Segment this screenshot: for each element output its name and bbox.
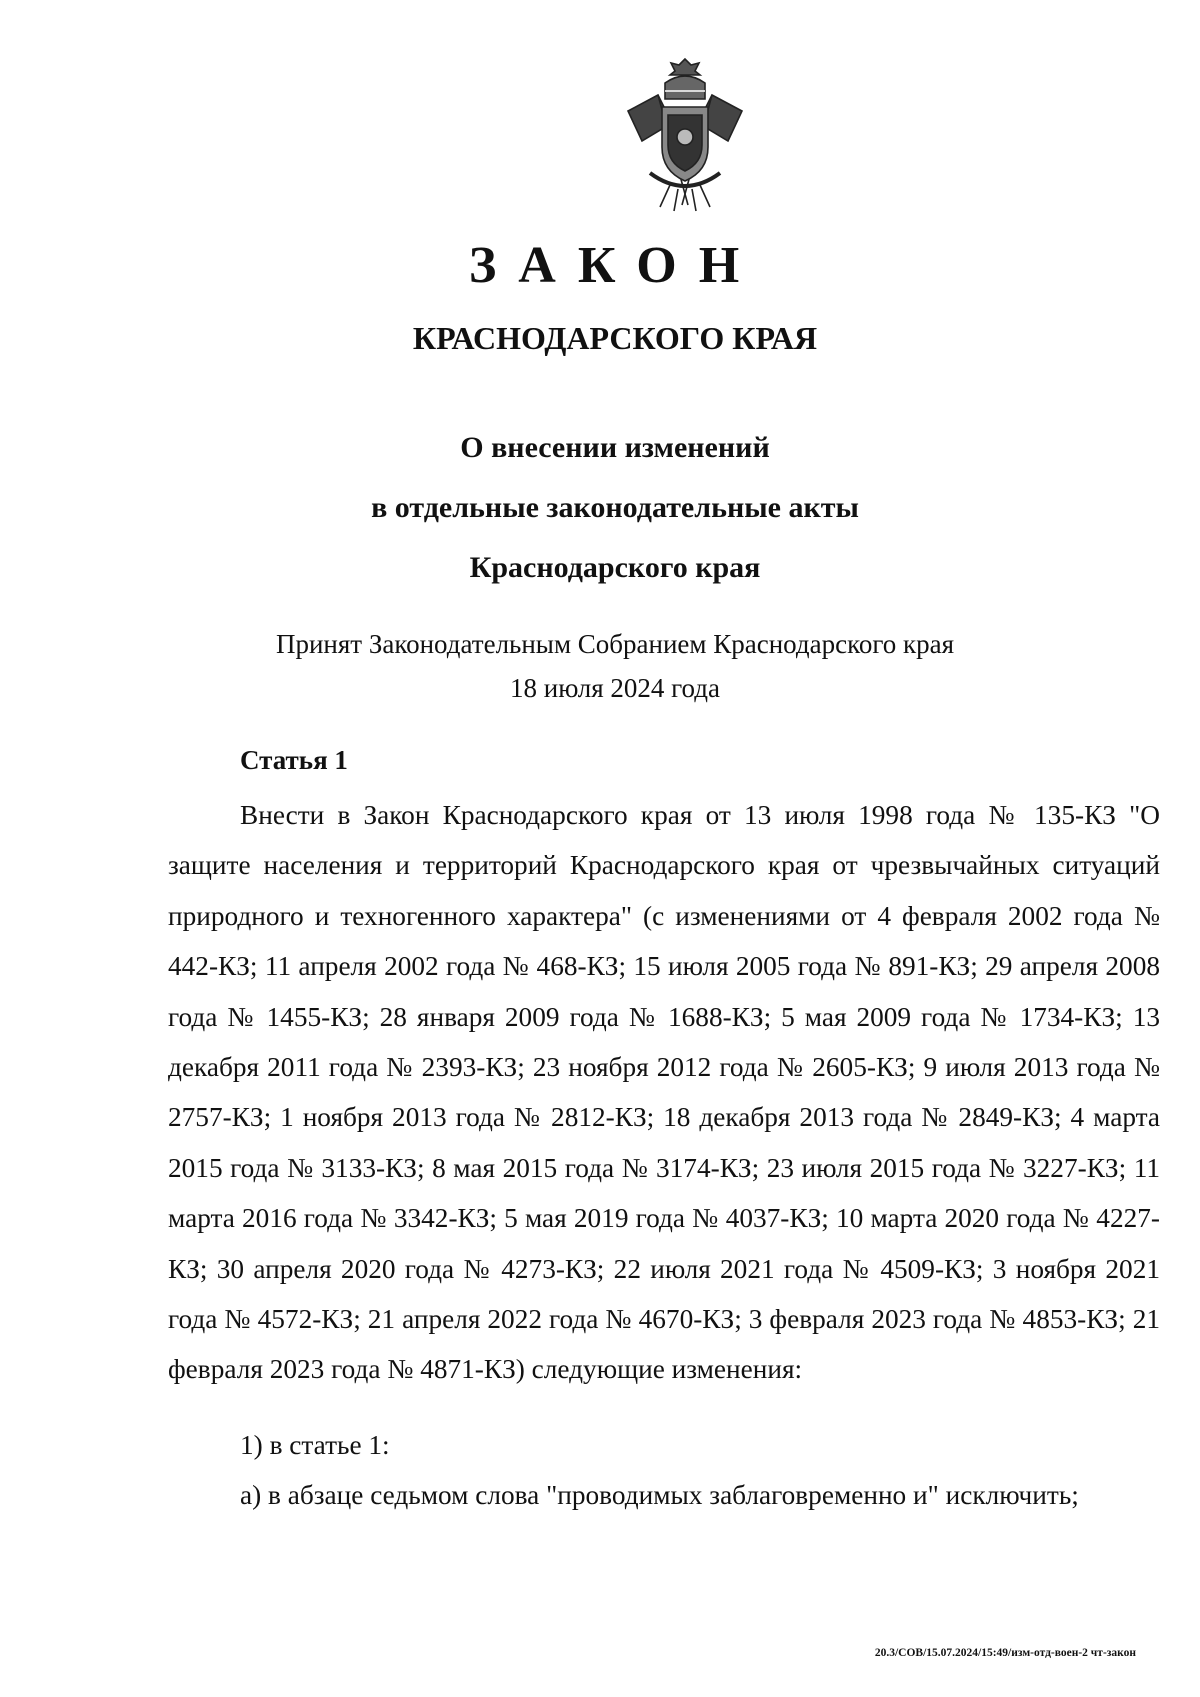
- document-registration-code: 20.3/СОВ/15.07.2024/15:49/изм-отд-воен-2 чт-закон: [874, 1647, 1136, 1659]
- adoption-info: [0, 622, 1200, 710]
- adoption-body: Принят Законодательным Собранием Краснодарского края: [275, 629, 955, 659]
- subject-line: О внесении изменений: [460, 431, 770, 464]
- region-title: КРАСНОДАРСКОГО КРАЯ: [412, 320, 818, 356]
- adoption-date: 18 июля 2024 года: [510, 673, 720, 703]
- article-item-1: 1) в статье 1:: [240, 1430, 390, 1460]
- coat-of-arms-icon: [610, 55, 760, 215]
- law-subject: [0, 418, 1200, 598]
- article-intro-paragraph: Внести в Закон Краснодарского края от 13 июля 1998 года № 135-КЗ "О защите населения и территорий Краснодарского края от чрезвычайных ситуаций природного и техногенного характера" (с изменениями от 4 февраля 2002 года № 442-КЗ; 11 апреля 2002 года № 468-КЗ; 15 июля 2005 года № 891-КЗ; 29 апреля 2008 года № 1455-КЗ; 28 января 2009 года № 1688-КЗ; 5 мая 2009 года № 1734-КЗ; 13 декабря 2011 года № 2393-КЗ; 23 ноября 2012 года № 2605-КЗ; 9 июля 2013 года № 2757-КЗ; 1 ноября 2013 года № 2812-КЗ; 18 декабря 2013 года № 2849-КЗ; 4 марта 2015 года № 3133-КЗ; 8 мая 2015 года № 3174-КЗ; 23 июля 2015 года № 3227-КЗ; 11 марта 2016 года № 3342-КЗ; 5 мая 2019 года № 4037-КЗ; 10 марта 2020 года № 4227-КЗ; 30 апреля 2020 года № 4273-КЗ; 22 июля 2021 года № 4509-КЗ; 3 ноября 2021 года № 4572-КЗ; 21 апреля 2022 года № 4670-КЗ; 3 февраля 2023 года № 4853-КЗ; 21 февраля 2023 года № 4871-КЗ) следующие изменения:: [168, 800, 1160, 1385]
- article-subitem-a: а) в абзаце седьмом слова "проводимых заблаговременно и" исключить;: [240, 1480, 1079, 1510]
- subject-line: Краснодарского края: [469, 551, 761, 584]
- subject-line: в отдельные законодательные акты: [371, 491, 859, 524]
- article-heading: Статья 1: [240, 745, 348, 775]
- law-title: ЗАКОН: [468, 237, 762, 294]
